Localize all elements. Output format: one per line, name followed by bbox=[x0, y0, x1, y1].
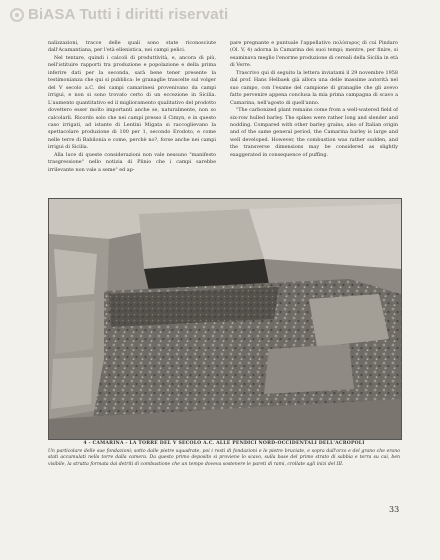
watermark-text: BiASA Tutti i diritti riservati bbox=[28, 6, 229, 23]
left-column bbox=[48, 40, 216, 198]
paragraph: pare pregnante e puntuale l'appellativo πολύπυρος di cui Pindaro (Ol. V, 4) adorna la Camarina dei suoi tempi; mentre, per finire, si esaminava meglio l'enorme produzione di cereali della Sicilia in età di Verre. bbox=[230, 40, 398, 69]
paragraph: nalizzazioni, tracce delle quali sono state riconosciute dall'Acamantiana, per l'età ellenistica, nei campi pelici. bbox=[48, 40, 216, 54]
paragraph: "The carbonized plant remains come from a well-watered field of six-row hulled barley. The spikes were rather long and slender and nodding. Compared with other barley grains, also of Italian origin and of the same general period, the Camarina barley is large and well developed. However, the combustion was rather sudden, and the transverse dimensions may be considered as slightly exaggerated in consequence of puffing. bbox=[230, 107, 398, 158]
paragraph: Trascrivo qui di seguito la lettera inviatami il 29 novembre 1958 dal prof. Hans Helbaek già allora una delle massime autorità nel suo campo, con l'esame del campione di granaglie che gli avevo fatto pervenire appena conclusa la mia prima campagna di scavo a Camarina, nell'agosto di quell'anno. bbox=[230, 69, 398, 106]
caption-title: 4 - CAMARINA - LA TORRE DEL V SECOLO A.C. ALLE PENDICI NORD-OCCIDENTALI DELL'ACROPOLI bbox=[83, 441, 365, 446]
paragraph: Alla luce di queste considerazioni non vale nessuno "manifesto trasgressione" nello notizia di Plinio che i campi sarebbe irrilevante non vale a seme" ed ap- bbox=[48, 151, 216, 173]
caption-text: Un particolare delle sue fondazioni; sotto dalle pietre squadrate, poi i resti di fondazioni e le pietre bruciate, e sopra dall'orzo e del grano che erano stati accumulati nella torre dalla camera. Da questo primo deposito si proviene lo scavo, sulla base del primo strato di sabbia e terra su cui, ben visibile, la strutta formata dai detriti di combustione che un tempo doveva sostenere le pareti di rami, crollate agli inizi del III. bbox=[48, 448, 400, 468]
text-columns bbox=[48, 40, 398, 198]
page-number: 33 bbox=[389, 505, 400, 514]
excavation-photo bbox=[48, 198, 402, 440]
figure-caption bbox=[48, 441, 400, 469]
paragraph: Nel tentare, quindi i calcoli di produttività, e, ancora di più, nell'istituire rapporti tra produzione e popolazione e della prima inferire dati per la seconda, sarà bene tener presente la testimonianza che qui si pubblica: le granaglie trascelte sul volger del V secolo a.C. dei campi camarinesi provenivano da campi irrigui, e non si sono trovato certo di un eccezione in Sicilia. L'aumento quantitativo ed il miglioramento qualitativo del prodotto dovettero esser molto importanti anche se, naturalmente, non so calcolarli. Ricordo solo che nei campi presso il Cimyn, e in questo caso irrigati, ad istante di Lentini Migata si raccoglievano la spettacolare produzione di 100 per 1, secondo Erodoto, e come nelle terre di Babilonia e come, perchè no?, forse anche nei campi irrigui di Sicilia. bbox=[48, 54, 216, 151]
right-column bbox=[230, 40, 398, 198]
excavation-photo-graphic bbox=[49, 199, 401, 439]
biasa-logo-icon bbox=[10, 8, 24, 22]
watermark bbox=[10, 6, 228, 23]
